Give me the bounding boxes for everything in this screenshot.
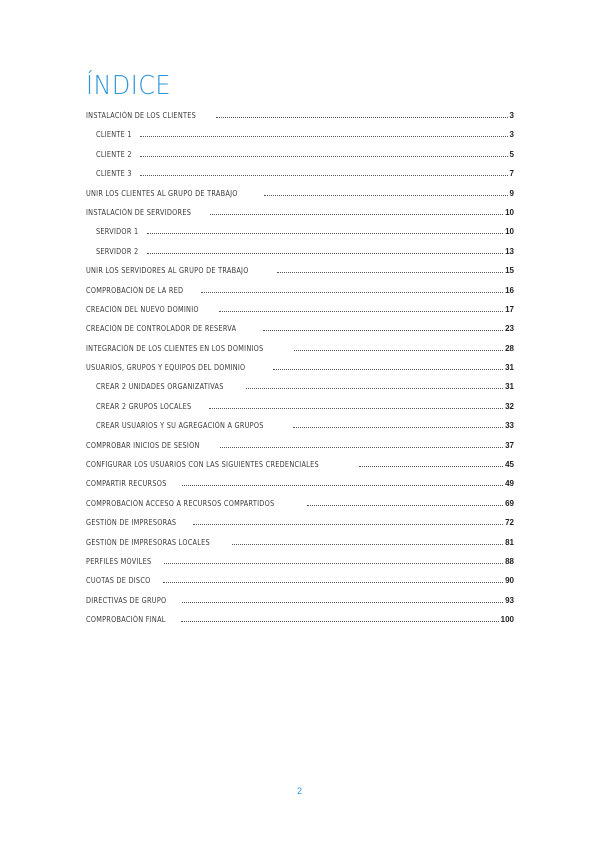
toc-entry[interactable] <box>86 339 514 358</box>
toc-entry-label: SERVIDOR 2 <box>96 246 139 256</box>
toc-entry-page: 17 <box>505 304 514 314</box>
toc-entry-page: 3 <box>509 130 514 140</box>
toc-entry-label: DIRECTIVAS DE GRUPO <box>86 595 167 605</box>
toc-entry-label: PERFILES MÓVILES <box>86 556 152 566</box>
toc-leader-dots <box>147 233 503 234</box>
toc-entry-page: 23 <box>505 324 514 334</box>
toc-entry-page: 10 <box>505 207 514 217</box>
toc-leader-dots <box>210 214 503 215</box>
toc-entry[interactable] <box>86 397 514 416</box>
toc-leader-dots <box>181 621 499 622</box>
toc-entry-page: 3 <box>509 111 514 120</box>
toc-entry-label: USUARIOS, GRUPOS Y EQUIPOS DEL DOMINIO <box>86 363 246 373</box>
toc-entry-label: COMPROBAR INICIOS DE SESIÓN <box>86 440 200 450</box>
toc-entry-page: 9 <box>509 188 514 198</box>
toc-entry[interactable] <box>86 106 514 125</box>
page-number: 2 <box>296 786 302 796</box>
toc-leader-dots <box>201 292 503 293</box>
toc-leader-dots <box>277 272 503 273</box>
toc-leader-dots <box>209 408 503 409</box>
toc-entry[interactable] <box>86 455 514 474</box>
toc-entry[interactable] <box>86 164 514 183</box>
toc-entry-page: 69 <box>505 498 514 508</box>
toc-entry-page: 49 <box>505 479 514 489</box>
toc-entry-page: 37 <box>505 440 514 450</box>
toc-entry-label: INSTALACIÓN DE LOS CLIENTES <box>86 111 196 120</box>
toc-entry[interactable] <box>86 125 514 144</box>
toc-entry-label: GESTIÓN DE IMPRESORAS LOCALES <box>86 537 210 547</box>
toc-leader-dots <box>219 311 503 312</box>
toc-entry-label: SERVIDOR 1 <box>96 227 139 237</box>
toc-leader-dots <box>216 117 508 118</box>
toc-entry[interactable] <box>86 145 514 164</box>
toc-leader-dots <box>232 544 503 545</box>
toc-entry-label: CREAR USUARIOS Y SU AGREGACIÓN A GRUPOS <box>96 421 264 431</box>
toc-leader-dots <box>263 330 503 331</box>
toc-leader-dots <box>264 195 507 196</box>
toc-entry-label: CLIENTE 3 <box>96 169 132 179</box>
toc-leader-dots <box>294 350 503 351</box>
toc-entry-label: CREAR 2 UNIDADES ORGANIZATIVAS <box>96 382 224 392</box>
toc-entry-page: 33 <box>505 421 514 431</box>
toc-entry-label: CUOTAS DE DISCO <box>86 576 151 586</box>
toc-entry-label: UNIR LOS CLIENTES AL GRUPO DE TRABAJO <box>86 188 238 198</box>
toc-leader-dots <box>193 524 503 525</box>
toc-leader-dots <box>140 156 508 157</box>
toc-entry-label: CLIENTE 1 <box>96 130 132 140</box>
toc-entry[interactable] <box>86 416 514 435</box>
toc-entry-page: 72 <box>505 518 514 528</box>
toc-entry[interactable] <box>86 300 514 319</box>
toc-entry-label: COMPROBACIÓN DE LA RED <box>86 285 184 295</box>
toc-entry-page: 31 <box>505 382 514 392</box>
toc-leader-dots <box>293 427 503 428</box>
toc-entry-page: 31 <box>505 363 514 373</box>
toc-entry[interactable] <box>86 436 514 455</box>
toc-entry[interactable] <box>86 513 514 532</box>
toc-entry-page: 10 <box>505 227 514 237</box>
toc-leader-dots <box>140 175 508 176</box>
toc-entry[interactable] <box>86 203 514 222</box>
toc-entry-label: INSTALACIÓN DE SERVIDORES <box>86 207 192 217</box>
toc-entry-page: 32 <box>505 401 514 411</box>
toc-entry-label: UNIR LOS SERVIDORES AL GRUPO DE TRABAJO <box>86 266 249 276</box>
toc-entry[interactable] <box>86 610 514 629</box>
toc-entry-label: CREACIÓN DEL NUEVO DOMINIO <box>86 304 199 314</box>
toc-entry-page: 7 <box>509 169 514 179</box>
toc-entry-label: CREACIÓN DE CONTROLADOR DE RESERVA <box>86 324 237 334</box>
toc-entry[interactable] <box>86 474 514 493</box>
toc-entry[interactable] <box>86 494 514 513</box>
toc-entry-page: 16 <box>505 285 514 295</box>
toc-leader-dots <box>273 369 503 370</box>
toc-entry-label: CREAR 2 GRUPOS LOCALES <box>96 401 192 411</box>
toc-entry-page: 90 <box>505 576 514 586</box>
toc-leader-dots <box>140 136 508 137</box>
toc-entry[interactable] <box>86 222 514 241</box>
table-of-contents <box>86 106 514 630</box>
toc-entry[interactable] <box>86 571 514 590</box>
toc-leader-dots <box>307 505 503 506</box>
toc-leader-dots <box>182 602 504 603</box>
toc-entry[interactable] <box>86 319 514 338</box>
toc-entry[interactable] <box>86 552 514 571</box>
toc-leader-dots <box>246 388 503 389</box>
toc-leader-dots <box>182 485 503 486</box>
toc-entry[interactable] <box>86 184 514 203</box>
toc-entry-page: 45 <box>505 460 514 470</box>
toc-leader-dots <box>163 582 503 583</box>
toc-leader-dots <box>147 253 503 254</box>
toc-leader-dots <box>220 447 503 448</box>
toc-leader-dots <box>164 563 503 564</box>
toc-title: ÍNDICE <box>86 71 171 101</box>
toc-entry-page: 13 <box>505 246 514 256</box>
toc-entry-page: 88 <box>505 556 514 566</box>
toc-leader-dots <box>359 466 503 467</box>
toc-entry-label: INTEGRACIÓN DE LOS CLIENTES EN LOS DOMINIOS <box>86 343 264 353</box>
toc-entry-page: 15 <box>505 266 514 276</box>
toc-entry[interactable] <box>86 358 514 377</box>
toc-entry-page: 81 <box>505 537 514 547</box>
toc-entry-label: COMPROBACIÓN FINAL <box>86 615 166 625</box>
toc-entry-page: 93 <box>505 595 514 605</box>
toc-entry[interactable] <box>86 261 514 280</box>
toc-entry[interactable] <box>86 591 514 610</box>
toc-entry-page: 100 <box>500 615 514 625</box>
toc-entry-label: CLIENTE 2 <box>96 149 132 159</box>
toc-entry[interactable] <box>86 533 514 552</box>
toc-entry-label: COMPROBACIÓN ACCESO A RECURSOS COMPARTIDOS <box>86 498 275 508</box>
toc-entry[interactable] <box>86 377 514 396</box>
toc-entry-page: 5 <box>509 149 514 159</box>
toc-entry-label: CONFIGURAR LOS USUARIOS CON LAS SIGUIENTES CREDENCIALES <box>86 460 319 470</box>
toc-entry-page: 28 <box>505 343 514 353</box>
toc-entry[interactable] <box>86 281 514 300</box>
toc-entry[interactable] <box>86 242 514 261</box>
toc-entry-label: COMPARTIR RECURSOS <box>86 479 167 489</box>
toc-entry-label: GESTIÓN DE IMPRESORAS <box>86 518 177 528</box>
